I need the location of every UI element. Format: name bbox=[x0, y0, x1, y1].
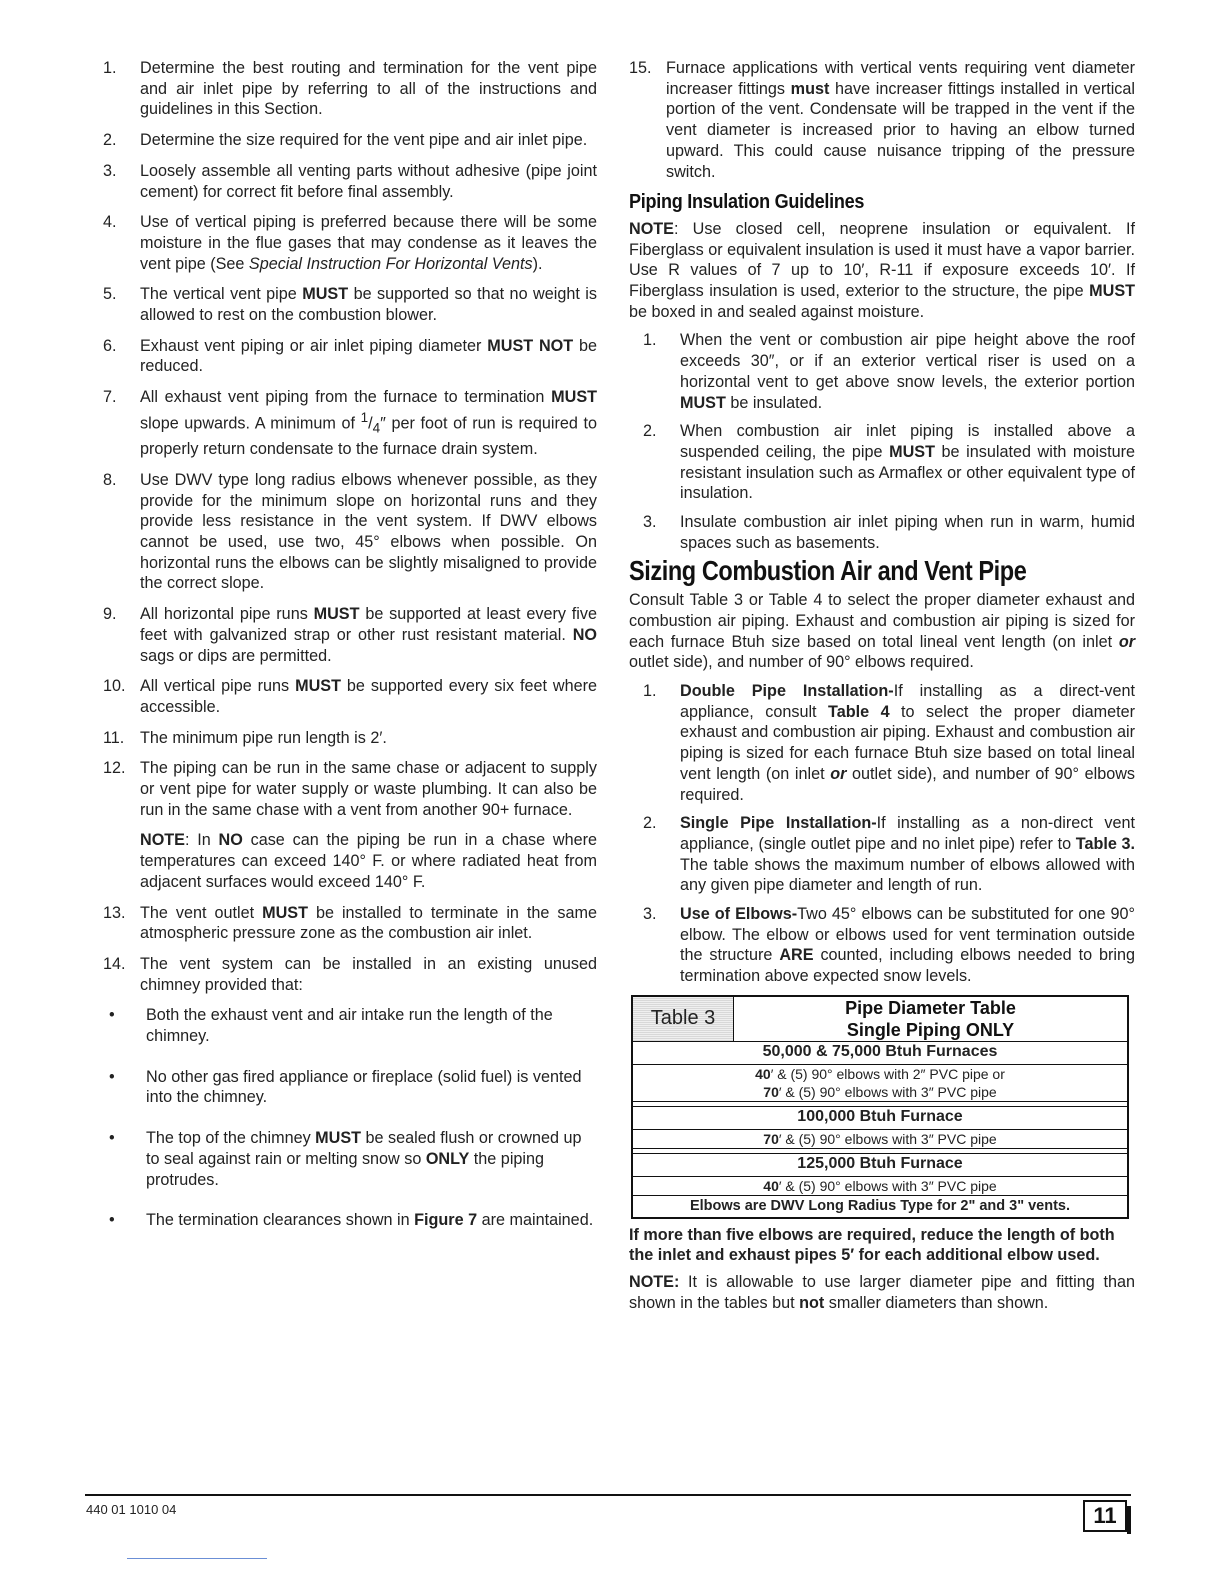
item-number: 8. bbox=[103, 470, 117, 489]
insulation-list bbox=[629, 330, 1135, 553]
table-row: 70′ & (5) 90° elbows with 3″ PVC pipe bbox=[632, 1129, 1128, 1148]
table-section-header: 100,000 Btuh Furnace bbox=[632, 1106, 1128, 1129]
item-number: 3. bbox=[643, 513, 657, 532]
list-item bbox=[103, 728, 597, 749]
item-text: The vent outlet MUST be installed to terminate in the same atmospheric pressure zone as the combustion air inlet. bbox=[140, 903, 597, 943]
item-text: Loosely assemble all venting parts without adhesive (pipe joint cement) for correct fit before final assembly. bbox=[140, 161, 597, 201]
list-item bbox=[103, 676, 597, 717]
item-number: 1. bbox=[103, 59, 117, 77]
table-title-line1: Pipe Diameter Table bbox=[845, 997, 1016, 1018]
item-number: 1. bbox=[643, 331, 657, 350]
item-text: Single Pipe Installation-If installing as a non-direct vent appliance, (single outlet pipe and no inlet pipe) refer to Table 3. The table shows the maximum number of elbows allowed with any given pipe diameter and length of run. bbox=[680, 814, 1136, 895]
table-title-line2: Single Piping ONLY bbox=[846, 1019, 1015, 1040]
sizing-intro: Consult Table 3 or Table 4 to select the proper diameter exhaust and combustion air piping. Exhaust and combustion air piping is sized for each furnace Btuh size based on total lineal vent length (on inlet or outlet side), and number of 90° elbows required. bbox=[629, 591, 1135, 672]
list-item bbox=[103, 212, 597, 274]
table-section-header: 125,000 Btuh Furnace bbox=[632, 1153, 1128, 1176]
table-row-line: 40′ & (5) 90° elbows with 2″ PVC pipe or bbox=[755, 1065, 1005, 1082]
list-item bbox=[629, 330, 1135, 413]
item-number: 2. bbox=[643, 814, 657, 833]
table-row: 40′ & (5) 90° elbows with 3″ PVC pipe bbox=[632, 1176, 1128, 1195]
insulation-note: NOTE: Use closed cell, neoprene insulation or equivalent. If Fiberglass or equivalent insulation is used it must have a vapor barrier. Use R values of 7 up to 10′, R-11 if exposure exceeds 10′. If Fiberglass insulation is used, exterior to the structure, the pipe MUST be boxed in and sealed against moisture. bbox=[629, 219, 1135, 321]
item-number: 11. bbox=[103, 728, 125, 747]
bullet-text: The termination clearances shown in Figure 7 are maintained. bbox=[146, 1211, 594, 1230]
bullet-text: The top of the chimney MUST be sealed flush or crowned up to seal against rain or melting snow so ONLY the piping protrudes. bbox=[146, 1129, 582, 1189]
list-item bbox=[629, 421, 1135, 504]
bullet-item bbox=[103, 1067, 597, 1108]
chimney-bullet-list bbox=[103, 1005, 597, 1231]
item-text: Use of Elbows-Two 45° elbows can be substituted for one 90° elbow. The elbow or elbows used for vent termination outside the structure ARE counted, including elbows needed to bring termination above expected snow levels. bbox=[680, 905, 1135, 986]
final-note: NOTE: It is allowable to use larger diameter pipe and fitting than shown in the tables but not smaller diameters than shown. bbox=[629, 1272, 1135, 1312]
section-heading-insulation: Piping Insulation Guidelines bbox=[629, 190, 865, 214]
table-footnote: Elbows are DWV Long Radius Type for 2" and 3" vents. bbox=[632, 1195, 1128, 1217]
table-title bbox=[734, 996, 1129, 1042]
list-item bbox=[103, 758, 597, 892]
list-item bbox=[103, 954, 597, 995]
item-number: 1. bbox=[643, 681, 657, 700]
item-number: 3. bbox=[643, 905, 657, 924]
item-number: 5. bbox=[103, 285, 117, 304]
table-row bbox=[632, 1064, 1128, 1101]
item-number: 6. bbox=[103, 336, 117, 355]
item-text: Determine the size required for the vent pipe and air inlet pipe. bbox=[140, 131, 588, 150]
bullet-icon: • bbox=[109, 1067, 115, 1086]
table-label: Table 3 bbox=[632, 996, 734, 1042]
list-item bbox=[629, 813, 1135, 896]
item-text: When the vent or combustion air pipe height above the roof exceeds 30″, or if an exterior vertical riser is used on a horizontal vent to get above snow levels, the exterior portion MUST be insulated. bbox=[680, 331, 1135, 412]
item-text: Insulate combustion air inlet piping when run in warm, humid spaces such as basements. bbox=[680, 513, 1135, 552]
right-column bbox=[629, 58, 1135, 1321]
page-number: 11 bbox=[1083, 1500, 1127, 1532]
item-text: All vertical pipe runs MUST be supported every six feet where accessible. bbox=[140, 677, 597, 716]
table-section-header: 50,000 & 75,000 Btuh Furnaces bbox=[632, 1041, 1128, 1064]
list-item bbox=[629, 904, 1135, 987]
list-item bbox=[103, 161, 597, 202]
section-heading-sizing: Sizing Combustion Air and Vent Pipe bbox=[629, 555, 1027, 587]
item-number: 14. bbox=[103, 954, 126, 973]
item-text: Exhaust vent piping or air inlet piping diameter MUST NOT be reduced. bbox=[140, 336, 598, 376]
list-item bbox=[103, 284, 597, 325]
item-text: When combustion air inlet piping is installed above a suspended ceiling, the pipe MUST be insulated with moisture resistant insulation such as Armaflex or other equivalent type of insulation. bbox=[680, 422, 1135, 503]
item-number: 10. bbox=[103, 677, 126, 696]
bullet-item bbox=[103, 1128, 597, 1190]
item-number: 12. bbox=[103, 759, 126, 778]
list-item bbox=[629, 512, 1135, 553]
pipe-diameter-table bbox=[631, 995, 1129, 1219]
list-item bbox=[103, 130, 597, 151]
item-number: 2. bbox=[643, 422, 657, 441]
item-number: 7. bbox=[103, 388, 117, 407]
item-number: 9. bbox=[103, 605, 117, 624]
item-number: 15. bbox=[629, 59, 652, 77]
item-text: All exhaust vent piping from the furnace to termination MUST slope upwards. A minimum of $^1/_4''$ per foot of run is required to properly return condensate to the furnace drain system. bbox=[140, 388, 597, 459]
item-number: 2. bbox=[103, 131, 117, 150]
bullet-text: No other gas fired appliance or fireplace (solid fuel) is vented into the chimney. bbox=[146, 1067, 582, 1107]
item-text: Double Pipe Installation-If installing as a direct-vent appliance, consult Table 4 to select the proper diameter exhaust and combustion air piping. Exhaust and combustion air piping is sized for each furnace Btuh size based on total lineal vent length (on inlet or outlet side), and number of 90° elbows required. bbox=[680, 681, 1135, 804]
bullet-icon: • bbox=[109, 1129, 115, 1148]
item-number: 4. bbox=[103, 213, 117, 232]
link-underline bbox=[127, 1558, 267, 1559]
bullet-text: Both the exhaust vent and air intake run the length of the chimney. bbox=[146, 1006, 553, 1046]
list-item bbox=[629, 681, 1135, 805]
item-text: The vent system can be installed in an existing unused chimney provided that: bbox=[140, 954, 597, 994]
item-text: The minimum pipe run length is 2′. bbox=[140, 728, 387, 747]
item-text: All horizontal pipe runs MUST be supported at least every five feet with galvanized strap or other rust resistant material. NO sags or dips are permitted. bbox=[140, 605, 597, 665]
bullet-icon: • bbox=[109, 1006, 115, 1025]
table-row-line: 70′ & (5) 90° elbows with 3″ PVC pipe bbox=[763, 1083, 997, 1100]
list-item-15 bbox=[629, 58, 1135, 182]
sizing-list bbox=[629, 681, 1135, 987]
list-item bbox=[103, 604, 597, 666]
item-text: Use DWV type long radius elbows whenever possible, as they provide for the minimum slope on horizontal runs and they provide less resistance in the vent system. If DWV elbows cannot be used, use two, 45° elbows when possible. On horizontal runs the elbows can be slightly misaligned to provide the correct slope. bbox=[140, 470, 597, 593]
list-item bbox=[103, 903, 597, 944]
left-numbered-list bbox=[103, 58, 597, 995]
elbow-warning: If more than five elbows are required, reduce the length of both the inlet and exhaust pipes 5′ for each additional elbow used. bbox=[629, 1225, 1115, 1265]
item-number: 13. bbox=[103, 903, 126, 922]
item-text: Use of vertical piping is preferred because there will be some moisture in the flue gases that may condense as it leaves the vent pipe (See Special Instruction For Horizontal Vents). bbox=[140, 213, 597, 273]
bullet-icon: • bbox=[109, 1211, 115, 1230]
item-number: 3. bbox=[103, 161, 117, 180]
list-item bbox=[103, 470, 597, 594]
left-column bbox=[103, 58, 597, 1251]
list-item bbox=[103, 336, 597, 377]
bullet-item bbox=[103, 1005, 597, 1046]
bullet-item bbox=[103, 1210, 597, 1231]
item-text: The piping can be run in the same chase or adjacent to supply or vent pipe for water supply or waste plumbing. It can also be run in the same chase with a vent from another 90+ furnace. NOTE: In NO case can the piping be run in a chase where temperatures can exceed 140° F. or where radiated heat from adjacent surfaces would exceed 140° F. bbox=[140, 759, 597, 891]
list-item bbox=[103, 387, 597, 460]
list-item bbox=[103, 58, 597, 120]
item-text: The vertical vent pipe MUST be supported so that no weight is allowed to rest on the combustion blower. bbox=[140, 285, 597, 325]
item-text: Determine the best routing and termination for the vent pipe and air inlet pipe by referring to all of the instructions and guidelines in this Section. bbox=[140, 59, 597, 119]
document-number: 440 01 1010 04 bbox=[86, 1502, 177, 1517]
item-text: Furnace applications with vertical vents requiring vent diameter increaser fittings must have increaser fittings installed in vertical portion of the vent. Condensate will be trapped in the vent if the vent diameter is increased prior to having an elbow turned upward. This could cause nuisance tripping of the pressure switch. bbox=[666, 59, 1135, 181]
footer-rule bbox=[85, 1494, 1131, 1496]
